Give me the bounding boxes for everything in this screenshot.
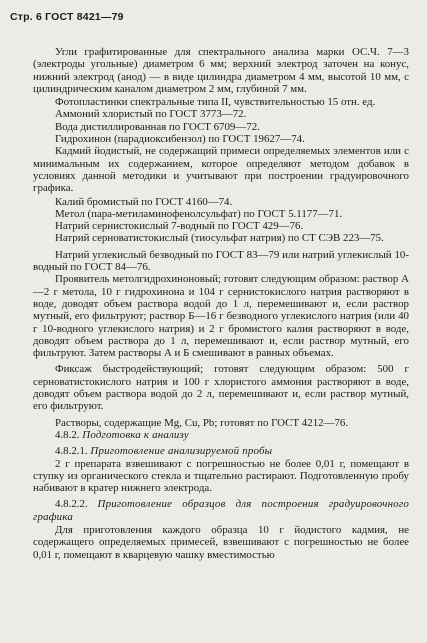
section-title: Приготовление образцов для построения градуировочного графика bbox=[33, 498, 409, 523]
section-4-8-2-1-heading bbox=[33, 445, 409, 457]
paragraph-sodium-thiosulfate: Натрий серноватистокислый (тиосульфат натрия) по СТ СЭВ 223—75. bbox=[55, 232, 384, 245]
paragraph-sodium-sulfite: Натрий сернистокислый 7-водный по ГОСТ 429—76. bbox=[55, 220, 304, 233]
paragraph-metol: Метол (пара-метиламинофенолсульфат) по ГОСТ 5.1177—71. bbox=[55, 207, 343, 220]
paragraph-ammonium-chloride: Аммоний хлористый по ГОСТ 3773—72. bbox=[55, 108, 247, 121]
page-body bbox=[33, 46, 409, 561]
paragraph-photoplates: Фотопластинки спектральные типа II, чувствительностью 15 отн. ед. bbox=[55, 96, 376, 109]
section-number: 4.8.2.2. bbox=[55, 498, 88, 511]
paragraph-fixer: Фиксаж быстродействующий; готовят следующим образом: 500 г серноватистокислого натрия и 100 г хлористого аммония растворяют в воде, доводят объем раствора водой до 2 л, перемешивают и, если раствор мутный, его фильтруют. bbox=[33, 363, 409, 413]
section-4-8-2-heading bbox=[33, 429, 409, 441]
section-title: Приготовление анализируемой пробы bbox=[90, 445, 273, 458]
paragraph-distilled-water: Вода дистиллированная по ГОСТ 6709—72. bbox=[55, 120, 260, 133]
section-title: Подготовка к анализу bbox=[82, 428, 189, 441]
paragraph-potassium-bromide: Калий бромистый по ГОСТ 4160—74. bbox=[55, 195, 233, 208]
page-header: Стр. 6 ГОСТ 8421—79 bbox=[10, 11, 124, 23]
paragraph-cadmium-iodide: Кадмий йодистый, не содержащий примеси определяемых элементов или с минимальным их содержанием, которое определяют методом добавок в условиях данной методики и учитывают при построении градуировочного графика. bbox=[33, 145, 409, 195]
paragraph-sodium-carbonate: Натрий углекислый безводный по ГОСТ 83—79 или натрий углекислый 10-водный по ГОСТ 84—76. bbox=[33, 248, 409, 274]
section-4-8-2-2-heading bbox=[33, 498, 409, 523]
paragraph-developer: Проявитель метолгидрохиноновый; готовят следующим образом: раствор А—2 г метола, 10 г гидрохинона и 104 г сернистокислого натрия растворяют в воде, доводят объем раствора водой до 1 л, перемешивают и, если раствор мутный, его фильтруют; раствор Б—16 г безводного углекислого натрия (или 40 г 10-водного углекислого натрия) и 2 г бромистого калия растворяют в воде, доводят объем раствора до 1 л, перемешивают и, если раствор мутный, его фильтруют. Затем растворы А и Б смешивают в равных объемах. bbox=[33, 273, 409, 360]
section-number: 4.8.2.1. bbox=[55, 445, 88, 458]
paragraph-hydroquinone: Гидрохинон (парадиоксибензол) по ГОСТ 19627—74. bbox=[55, 133, 305, 146]
section-4-8-2-2-text: Для приготовления каждого образца 10 г йодистого кадмия, не содержащего определяемых примесей, взвешивают с погрешностью не более 0,01 г, помещают в кварцевую чашку вместимостью bbox=[33, 523, 409, 561]
section-4-8-2-1-text: 2 г препарата взвешивают с погрешностью не более 0,01 г, помещают в ступку из органического стекла и тщательно растирают. Подготовленную пробу набивают в кратер нижнего электрода. bbox=[33, 457, 409, 495]
paragraph-solutions: Растворы, содержащие Mg, Cu, Pb; готовят по ГОСТ 4212—76. bbox=[55, 416, 349, 429]
paragraph-electrodes: Угли графитированные для спектрального анализа марки ОС.Ч. 7—3 (электроды угольные) диаметром 6 мм; верхний электрод заточен на конус, нижний электрод (анод) — в виде цилиндра диаметром 4 мм, высотой 10 мм, с цилиндрическим каналом диаметром 2 мм, глубиной 7 мм. bbox=[33, 46, 409, 95]
section-number: 4.8.2. bbox=[55, 428, 80, 441]
